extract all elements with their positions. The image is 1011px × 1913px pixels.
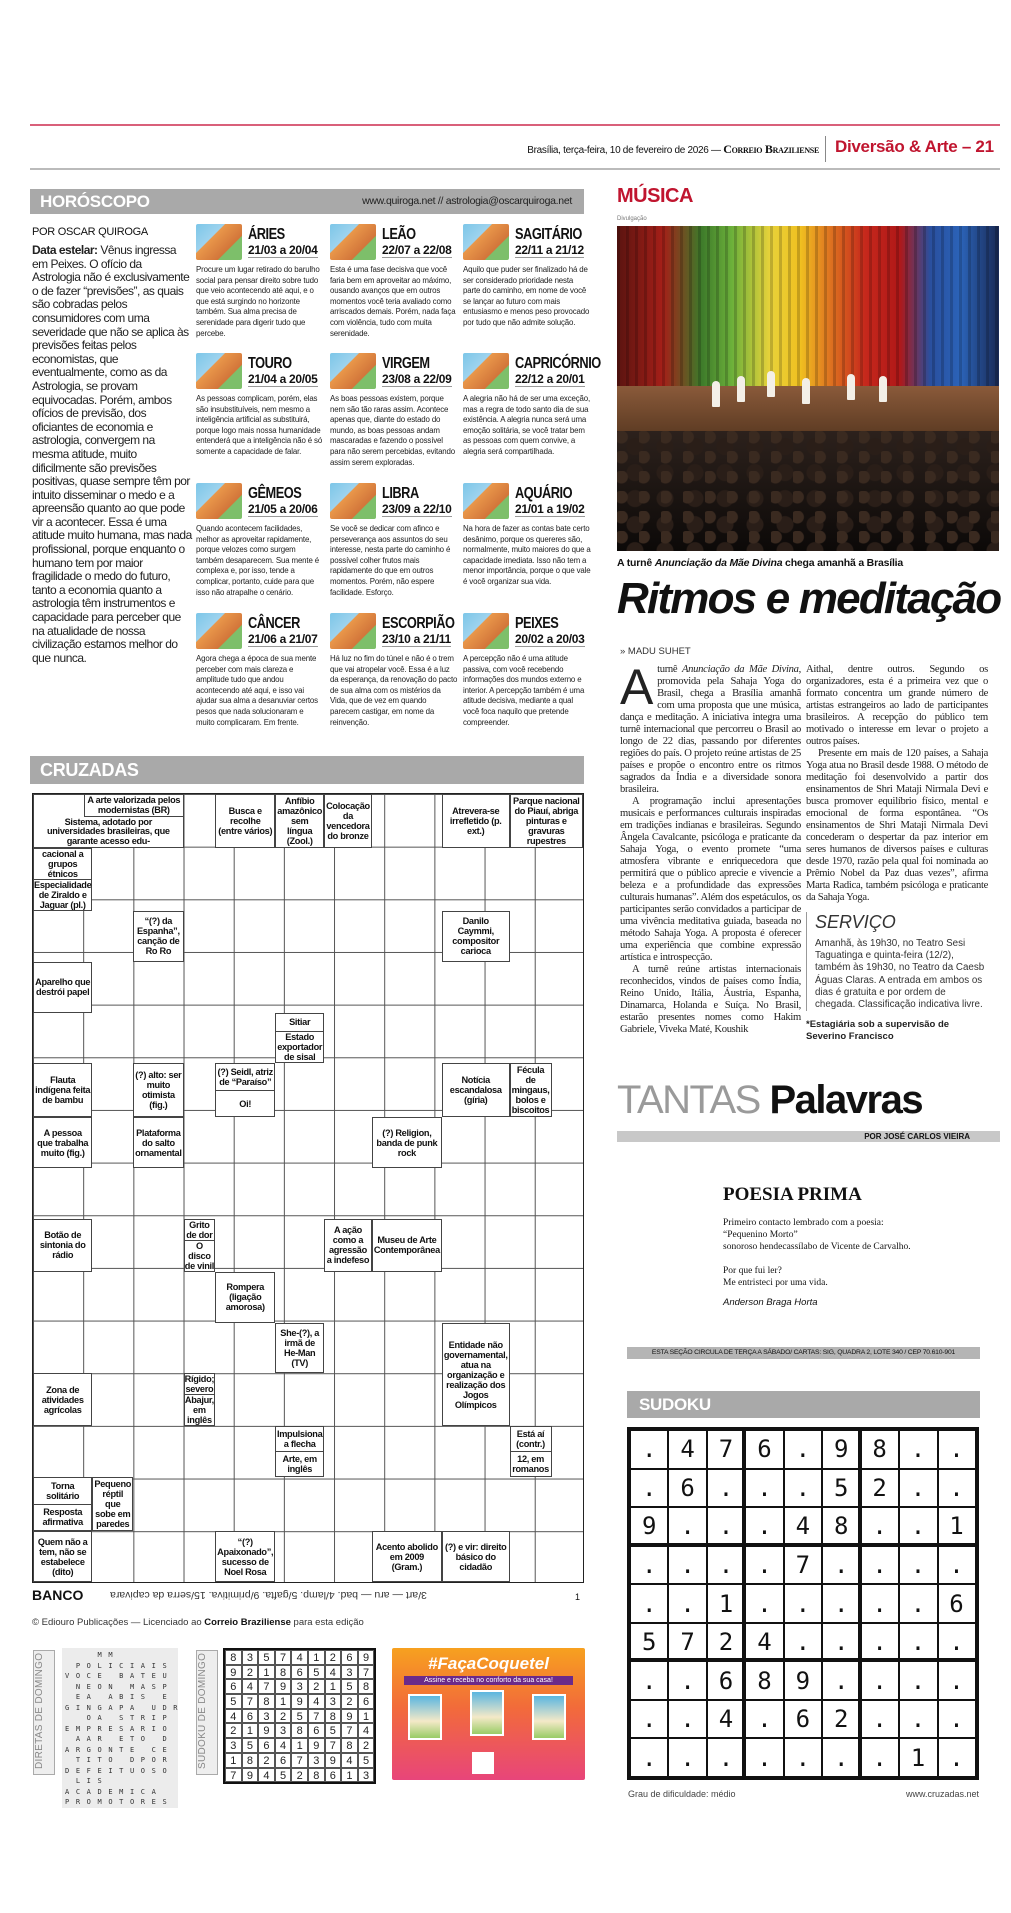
solution-cell: 1 — [275, 1694, 292, 1709]
column-title: TANTAS Palavras — [617, 1078, 923, 1122]
crossword-clue: (?) Seidl, atriz de “Paraíso” Oi! — [215, 1063, 275, 1117]
sign-dates: 21/04 a 20/05 — [248, 372, 318, 386]
crossword-clue: Plataforma do salto ornamental — [133, 1117, 184, 1168]
sign-forecast: Procure um lugar retirado do barulho social para pensar direito sobre tudo que veio acontecendo até aqui, e o que está surgindo no horizonte também. Sua alma precisa de serenidade para digerir tudo que percebe. — [196, 265, 320, 338]
solution-cell: 8 — [341, 1738, 358, 1753]
section-page-label: Diversão & Arte – 21 — [835, 137, 994, 156]
crossword-clue: Grito de dor O disco de vinil — [184, 1219, 215, 1271]
solution-cell: 3 — [225, 1738, 242, 1753]
crossword-clue: Atrevera-se irrefletido (p. ext.) — [442, 794, 510, 848]
solution-cell: 5 — [341, 1679, 358, 1694]
previous-crossword-label: DIRETAS DE DOMINGO — [33, 1650, 55, 1775]
solution-cell: 9 — [225, 1665, 242, 1680]
solution-cell: 3 — [242, 1650, 259, 1665]
crossword-clue: Busca e recolhe (entre vários) — [215, 794, 275, 848]
solution-cell: 6 — [242, 1709, 259, 1724]
solution-cell: 2 — [258, 1753, 275, 1768]
crossword-clue: Botão de sintonia do rádio — [33, 1219, 92, 1272]
solution-cell: 6 — [225, 1679, 242, 1694]
solution-cell: 2 — [275, 1709, 292, 1724]
header-rule-bottom — [30, 168, 1000, 170]
sudoku-row[interactable]: ....7.... — [642, 1550, 988, 1579]
solution-cell: 9 — [325, 1753, 342, 1768]
sudoku-row[interactable]: ..4.62... — [642, 1705, 988, 1734]
sudoku-row[interactable]: .......1. — [642, 1743, 988, 1772]
solution-cell: 6 — [358, 1694, 375, 1709]
magazine-cover-image — [532, 1694, 566, 1740]
crossword-clue: Anfíbio amazônico sem língua (Zool.) — [277, 796, 323, 846]
sign-name: SAGITÁRIO — [515, 226, 582, 243]
crossword-clue: Aparelho que destrói papel — [33, 962, 92, 1013]
solution-cell: 1 — [242, 1723, 259, 1738]
crossword-clue: Danilo Caymmi, compositor carioca — [442, 911, 510, 962]
sign-name: ESCORPIÃO — [382, 615, 455, 632]
sign-forecast: Aquilo que puder ser finalizado há de ser considerado prioridade nesta parte do caminho, em nome de você se lançar ao futuro com mais entusiasmo e menos peso provocado por tudo que não admite solução. — [463, 265, 590, 327]
sudoku-row[interactable]: ..1.....6 — [642, 1589, 988, 1618]
solution-cell: 9 — [358, 1650, 375, 1665]
zodiac-illustration-icon — [330, 353, 376, 389]
solution-cell: 3 — [308, 1753, 325, 1768]
solution-cell: 8 — [275, 1665, 292, 1680]
sign-name: LIBRA — [382, 485, 419, 502]
solution-cell: 9 — [258, 1723, 275, 1738]
sign-forecast: Há luz no fim do túnel e não é o trem que vai atropelar você. Essa é a luz da esperança, da renovação do pacto de sua alma com os mistérios da Vida, que de vez em quando parecem castigar, em nome da reinvenção. — [330, 654, 458, 727]
solution-cell: 9 — [275, 1679, 292, 1694]
sign-name: GÊMEOS — [248, 485, 302, 502]
sudoku-header: SUDOKU — [627, 1391, 980, 1418]
music-section-title: MÚSICA — [617, 185, 693, 207]
article-column-2: Aithal, dentre outros. Segundo os organizadores, esta é a primeira vez que o formato concentra um grande número de artistas estrangeiros ao lado de participantes brasileiros. A recepção do público tem motivado o interesse em levar o projeto a outros países. Presente em mais de 120 países, a Sahaja Yoga atua no Brasil desde 1988. O método de meditação foi desenvolvido a partir dos ensinamentos de Shri Mataji Nirmala Devi e busca promover equilíbrio físico, mental e emocional de forma espontânea. “Os ensinamentos de Shri Mataji Nirmala Devi concederam o despertar da paz interior em seres humanos de diversos países e culturas desde 1970, razão pela qual foi nominada ao Prêmio Nobel da Paz duas vezes”, afirma Marta Radica, também psicóloga e praticante da Sahaja Yoga. SERVIÇO Amanhã, às 19h30, no Teatro Sesi Taguatinga e quinta-feira (12/2), também às 19h30, no Teatro da Caesb Águas Claras. A entrada em ambos os dias é gratuita e por ordem de chegada. Classificação indicativa livre. *Estagiária sob a supervisão de Severino Francisco — [806, 664, 988, 1043]
sign-forecast: Na hora de fazer as contas bate certo desânimo, porque os quereres são, normalmente, muito maiores do que a capacidade imediata. Isso não tem a menor importância, porque o que vale é você organizar sua vida. — [463, 524, 591, 586]
header-rule — [30, 124, 1000, 126]
solution-cell: 7 — [341, 1723, 358, 1738]
solution-cell: 2 — [341, 1694, 358, 1709]
sign-name: AQUÁRIO — [515, 485, 573, 502]
sign-dates: 20/02 a 20/03 — [515, 632, 585, 646]
sudoku-row[interactable]: 9...48..1 — [642, 1512, 988, 1541]
solution-cell: 6 — [308, 1723, 325, 1738]
solution-cell: 4 — [258, 1768, 275, 1783]
solution-cell: 4 — [325, 1665, 342, 1680]
word-bank: 3/art — aru — bad. 4/lamp. 5/gafta. 9/primitiva. 15/serra da capivara — [110, 1589, 427, 1601]
solution-cell: 7 — [291, 1753, 308, 1768]
zodiac-illustration-icon — [196, 483, 242, 519]
solution-cell: 5 — [258, 1650, 275, 1665]
poem: Primeiro contacto lembrado com a poesia: “Pequenino Morto” sonoroso hendecassílabo de Vicente de Carvalho. Por que fui ler? Me entristeci por uma vida. Anderson Braga Horta — [723, 1218, 911, 1308]
previous-crossword-solution: M M P O L I C I A I S V O C E B A T E U N E O N M A S P E A A B I S E G I N G A P A U D R O A S T R I P E M P R E S A R I O A A R E T O D A R G O N T E C E T I T O D P O R D E F E I T U O S O L I S A C A D E M I C A P R O M O T O R E S — [62, 1648, 178, 1808]
concert-photo — [617, 226, 999, 548]
crossword-clue: She-(?), a irmã de He-Man (TV) — [275, 1323, 324, 1374]
previous-sudoku-label: SUDOKU DE DOMINGO — [196, 1650, 218, 1775]
sudoku-row[interactable]: ..689.... — [642, 1666, 988, 1695]
solution-cell: 8 — [242, 1753, 259, 1768]
solution-cell: 5 — [275, 1768, 292, 1783]
crossword-clue: A pessoa que trabalha muito (fig.) — [33, 1117, 92, 1168]
solution-cell: 6 — [291, 1665, 308, 1680]
crossword-clue: Quem não a tem, não se estabelece (dito) — [33, 1531, 92, 1582]
photo-caption: A turnê Anunciação da Mãe Divina chega amanhã a Brasília — [617, 557, 904, 569]
crossword-clue: (?) e vir: direito básico do cidadão — [442, 1531, 510, 1582]
solution-cell: 9 — [341, 1709, 358, 1724]
sudoku-row[interactable]: .6...52.. — [642, 1473, 988, 1502]
zodiac-illustration-icon — [463, 483, 509, 519]
sign-name: TOURO — [248, 355, 292, 372]
solution-cell: 5 — [225, 1694, 242, 1709]
zodiac-illustration-icon — [330, 224, 376, 260]
solution-cell: 5 — [308, 1665, 325, 1680]
sign-forecast: Se você se dedicar com afinco e perseverança aos assuntos do seu interesse, nesta parte do caminho é possível colher frutos mais rapidamente do que em outros momentos. Porém, não espere facilidade. Esforço. — [330, 524, 451, 597]
crossword-clue: cacional a grupos étnicos Especialidade de Ziraldo e Jaguar (pl.) — [34, 849, 92, 910]
sign-name: ÁRIES — [248, 226, 285, 243]
solution-cell: 5 — [242, 1738, 259, 1753]
sign-dates: 23/10 a 21/11 — [382, 632, 451, 646]
solution-cell: 3 — [341, 1665, 358, 1680]
sign-forecast: Agora chega a época de sua mente perceber com mais clareza e amplitude tudo que andou acontecendo até aqui, e isso vai ajudar sua alma a desanuviar certos pesos que nada solucionaram e muito complicaram. Em frente. — [196, 654, 318, 727]
solution-cell: 1 — [308, 1650, 325, 1665]
horoscope-byline: POR OSCAR QUIROGA — [32, 226, 148, 238]
crossword-clue: Fécula de mingaus, bolos e biscoitos — [511, 1065, 550, 1116]
solution-cell: 4 — [242, 1679, 259, 1694]
horoscope-links[interactable]: www.quiroga.net // astrologia@oscarquiroga.net — [362, 195, 572, 207]
solution-cell: 8 — [258, 1694, 275, 1709]
sign-dates: 21/01 a 19/02 — [515, 502, 585, 516]
solution-cell: 2 — [358, 1738, 375, 1753]
crossword-clue: Flauta indígena feita de bambu — [33, 1063, 92, 1117]
article-column-1: A turnê Anunciação da Mãe Divina, promovida pela Sahaja Yoga do Brasil, chega a Brasília amanhã com uma proposta que une música, dança e meditação. A iniciativa integra uma turnê internacional que percorreu o Brasil ao longo de 22 dias, passando por diferentes regiões do país. O projeto reúne artistas de 25 países e propõe o encontro entre os ritmos sagrados da Índia e a diversidade sonora brasileira. A programação inclui apresentações musicais e performances culturais inspiradas em tradições indianas e brasileiras. Segundo Ângela Cavalcante, psicóloga e praticante da Sahaja Yoga, o evento promete “uma atmosfera vibrante e enriquecedora que permitirá que o público aprecie e vivencie a beleza e a profundidade das expressões culturais humanas”. Além dos espetáculos, os participantes serão convidados a participar de uma vivência meditativa guiada, baseada no método Sahaja Yoga. A proposta é oferecer uma experiência que combine expressão artística e introspecção. A turnê reúne artistas internacionais reconhecidos, vindos de países como Índia, Reino Unido, Itália, Áustria, Espanha, Dinamarca, Holanda e Suíça. No Brasil, estarão presentes nomes como Hakim Gabriele, Viveka Maté, Koushik — [620, 659, 801, 1035]
crossword-clue: Rígido; severo Abajur, em inglês — [184, 1374, 215, 1426]
magazine-cover-image — [470, 1690, 504, 1736]
solution-cell: 8 — [325, 1709, 342, 1724]
sudoku-row[interactable]: 5724..... — [642, 1628, 988, 1657]
service-box: SERVIÇO Amanhã, às 19h30, no Teatro Sesi Taguatinga e quinta-feira (12/2), também às 19h30, no Teatro da Caesb Águas Claras. A entrada em ambos os dias é gratuita e por ordem de chegada. Classificação indicativa livre. — [806, 912, 988, 1011]
divider — [825, 136, 826, 162]
solution-cell: 9 — [242, 1768, 259, 1783]
solution-cell: 3 — [291, 1679, 308, 1694]
crossword-clue: Sitiar Estado exportador de sisal — [275, 1013, 324, 1064]
solution-cell: 5 — [358, 1753, 375, 1768]
dateline: Brasília, terça-feira, 10 de fevereiro de 2026 — Correio Braziliense — [527, 142, 819, 156]
crossword-clue: Impulsiona a flecha Arte, em inglês — [275, 1426, 324, 1477]
sign-dates: 21/06 a 21/07 — [248, 632, 318, 646]
crossword-clue: A ação como a agressão a indefeso — [324, 1219, 372, 1272]
solution-cell: 2 — [308, 1679, 325, 1694]
solution-cell: 2 — [291, 1768, 308, 1783]
solution-cell: 5 — [291, 1709, 308, 1724]
solution-cell: 6 — [275, 1753, 292, 1768]
sign-dates: 23/09 a 22/10 — [382, 502, 452, 516]
solution-cell: 1 — [291, 1738, 308, 1753]
newspaper-name: Correio Braziliense — [723, 142, 819, 156]
ad-headline: #FaçaCoquetel — [428, 1654, 549, 1673]
solution-cell: 4 — [225, 1709, 242, 1724]
solution-cell: 4 — [341, 1753, 358, 1768]
sign-dates: 21/03 a 20/04 — [248, 243, 318, 257]
crossword-clue: “(?) da Espanha”, canção de Ro Ro — [133, 911, 184, 962]
sign-dates: 21/05 a 20/06 — [248, 502, 318, 516]
sudoku-website[interactable]: www.cruzadas.net — [905, 1789, 979, 1799]
previous-sudoku-solution — [223, 1648, 376, 1784]
crossword-clue: Está aí (contr.) 12, em romanos — [510, 1426, 552, 1477]
solution-cell: 1 — [258, 1665, 275, 1680]
solution-cell: 4 — [358, 1723, 375, 1738]
solution-cell: 8 — [358, 1679, 375, 1694]
sign-name: VIRGEM — [382, 355, 430, 372]
solution-cell: 7 — [225, 1768, 242, 1783]
sudoku-difficulty: Grau de dificuldade: médio — [628, 1789, 736, 1799]
solution-cell: 6 — [341, 1650, 358, 1665]
copyright: © Ediouro Publicações — Licenciado ao Correio Braziliense para esta edição — [32, 1617, 364, 1628]
solution-cell: 3 — [358, 1768, 375, 1783]
sign-dates: 22/11 a 21/12 — [515, 243, 584, 257]
sign-forecast: As boas pessoas existem, porque nem são tão raras assim. Acontece apenas que, diante do estado do mundo, as boas pessoas andam mascaradas e fazendo o possível para não serem percebidas, evitando assim serem exploradas. — [330, 394, 456, 467]
article-headline: Ritmos e meditação — [617, 574, 1001, 623]
word-bank-label: BANCO — [32, 1587, 84, 1603]
solution-cell: 2 — [242, 1665, 259, 1680]
solution-cell: 1 — [358, 1709, 375, 1724]
solution-cell: 1 — [325, 1679, 342, 1694]
sign-name: LEÃO — [382, 226, 416, 243]
crossword-clue: Notícia escandalosa (gíria) — [442, 1063, 510, 1117]
solution-cell: 7 — [308, 1709, 325, 1724]
solution-cell: 4 — [275, 1738, 292, 1753]
ad-subtitle: Assine e receba no conforto da sua casa! — [404, 1676, 573, 1685]
solution-cell: 9 — [291, 1694, 308, 1709]
zodiac-illustration-icon — [330, 483, 376, 519]
sign-forecast: A alegria não há de ser uma exceção, mas a regra de todo santo dia de sua existência. A alegria nunca será uma emoção solitária, se você tratar bem as pessoas com quem convive, a alegria será compartilhada. — [463, 394, 591, 456]
crossword-clue: Zona de atividades agrícolas — [33, 1373, 92, 1426]
solution-cell: 7 — [258, 1679, 275, 1694]
zodiac-illustration-icon — [463, 353, 509, 389]
qr-code-icon — [472, 1752, 494, 1774]
solution-cell: 7 — [275, 1650, 292, 1665]
sign-name: PEIXES — [515, 615, 559, 632]
sign-forecast: As pessoas complicam, porém, elas são insubstituíveis, nem mesmo a inteligência artificial as substituirá, porque logo mais nossa humanidade entenderá que a inteligência não é só somente a capacidade de falar. — [196, 394, 323, 456]
sign-forecast: A percepção não é uma atitude passiva, com você recebendo informações dos mundos externo e interior. A percepção também é uma atitude decisiva, mediante a qual você foca naquilo que pretende compreender. — [463, 654, 585, 727]
coquetel-ad[interactable] — [392, 1648, 585, 1780]
solution-cell: 4 — [308, 1694, 325, 1709]
crossword-clue-group — [33, 794, 184, 848]
crossword-clue: Acento abolido em 2009 (Gram.) — [372, 1531, 442, 1582]
solution-cell: 7 — [358, 1665, 375, 1680]
poem-title: POESIA PRIMA — [723, 1184, 862, 1205]
solution-cell: 2 — [325, 1650, 342, 1665]
crossword-clue: Rompera (ligação amorosa) — [215, 1272, 275, 1323]
solution-cell: 3 — [258, 1709, 275, 1724]
solution-cell: 2 — [225, 1723, 242, 1738]
horoscope-header — [30, 189, 584, 214]
sign-name: CAPRICÓRNIO — [515, 355, 601, 372]
crossword-clue: Entidade não governamental, atua na organização e realização dos Jogos Olímpicos — [442, 1323, 510, 1427]
zodiac-illustration-icon — [463, 224, 509, 260]
horoscope-title: HORÓSCOPO — [40, 192, 150, 211]
sign-dates: 23/08 a 22/09 — [382, 372, 452, 386]
crossword-grid[interactable] — [32, 793, 584, 1583]
solution-cell: 3 — [325, 1694, 342, 1709]
article-byline: » MADU SUHET — [620, 646, 691, 657]
crossword-clue: Torna solitário Resposta afirmativa — [33, 1477, 92, 1531]
crossword-clue: (?) alto: ser muito otimista (fig.) — [133, 1063, 184, 1117]
difficulty-number: 1 — [575, 1592, 581, 1602]
sign-dates: 22/07 a 22/08 — [382, 243, 452, 257]
crossword-clue: (?) Religion, banda de punk rock — [372, 1117, 442, 1168]
zodiac-illustration-icon — [196, 353, 242, 389]
solution-cell: 3 — [275, 1723, 292, 1738]
sign-name: CÂNCER — [248, 615, 300, 632]
solution-cell: 7 — [325, 1738, 342, 1753]
solution-cell: 8 — [308, 1768, 325, 1783]
column-byline: POR JOSÉ CARLOS VIEIRA — [617, 1131, 1000, 1142]
zodiac-illustration-icon — [330, 613, 376, 649]
zodiac-illustration-icon — [463, 613, 509, 649]
sudoku-row[interactable]: .476.98.. — [642, 1435, 988, 1464]
intern-note: *Estagiária sob a supervisão de Severino Francisco — [806, 1019, 950, 1043]
solution-cell: 5 — [325, 1723, 342, 1738]
sign-forecast: Quando acontecem facilidades, melhor as aproveitar rapidamente, porque velozes como surgem também desaparecem. Sua mente é complexa e, por isso, tende a complicar, portanto, cuide para que isso não atrapalhe o cenário. — [196, 524, 319, 597]
solution-cell: 1 — [225, 1753, 242, 1768]
poet-name: Anderson Braga Horta — [723, 1297, 818, 1308]
solution-cell: 7 — [242, 1694, 259, 1709]
zodiac-illustration-icon — [196, 224, 242, 260]
sign-forecast: Esta é uma fase decisiva que você faria bem em aproveitar ao máximo, ousando avanços que em outros momentos você teria avaliado como arriscados demais. Porém, nada faça com violência, tudo com muita serenidade. — [330, 265, 456, 338]
crossword-clue: Pequeno réptil que sobe em paredes — [94, 1479, 132, 1530]
solution-cell: 1 — [341, 1768, 358, 1783]
circulation-note: ESTA SEÇÃO CIRCULA DE TERÇA A SÁBADO/ CARTAS: SIG, QUADRA 2, LOTE 340 / CEP 70.610-901 — [627, 1347, 980, 1359]
solution-cell: 6 — [325, 1768, 342, 1783]
crossword-clue: Sistema, adotado por universidades brasileiras, que garante acesso edu- — [46, 816, 170, 846]
solution-cell: 9 — [308, 1738, 325, 1753]
crossword-clue: Museu de Arte Contemporânea — [372, 1219, 442, 1272]
horoscope-intro: Data estelar: Vênus ingressa em Peixes. O ofício da Astrologia não é exclusivamente o de fazer “previsões”, as quais são cobradas pelos consumidores com uma severidade que não se aplica às previsões feitas pelos economistas, que eventualmente, como as da Astrologia, se provam equivocadas. Porém, ambos ofícios de previsão, dos oficiantes de economia e astrologia, convergem na mesma atitude, muito dificilmente são previsões positivas, quase sempre têm por intuito disseminar o medo e a apreensão quanto ao que pode vir a acontecer. Essa é uma atitude muito humana, mas nada profissional, porque enquanto o humano tem por maior fragilidade o medo do futuro, tanto a economia quanto a astrologia têm instrumentos e capacidade para perceber que na atualidade de nossa civilização estamos melhor do que nunca. — [32, 243, 192, 665]
crossword-clue: “(?) Apaixonado”, sucesso de Noel Rosa — [215, 1531, 275, 1582]
crossword-clue: A arte valorizada pelos modernistas (BR) — [84, 795, 183, 817]
crossword-clue: Parque nacional do Piauí, abriga pinturas e gravuras rupestres — [510, 794, 583, 848]
magazine-cover-image — [408, 1694, 442, 1740]
solution-cell: 4 — [291, 1650, 308, 1665]
photo-credit: Divulgação — [617, 216, 647, 222]
sign-dates: 22/12 a 20/01 — [515, 372, 585, 386]
sudoku-rows[interactable] — [630, 1430, 988, 1777]
crossword-header: CRUZADAS — [30, 756, 584, 784]
solution-cell: 6 — [258, 1738, 275, 1753]
crossword-clue: Colocação da vencedora do bronze — [324, 794, 372, 848]
solution-cell: 8 — [291, 1723, 308, 1738]
solution-cell: 8 — [225, 1650, 242, 1665]
zodiac-illustration-icon — [196, 613, 242, 649]
